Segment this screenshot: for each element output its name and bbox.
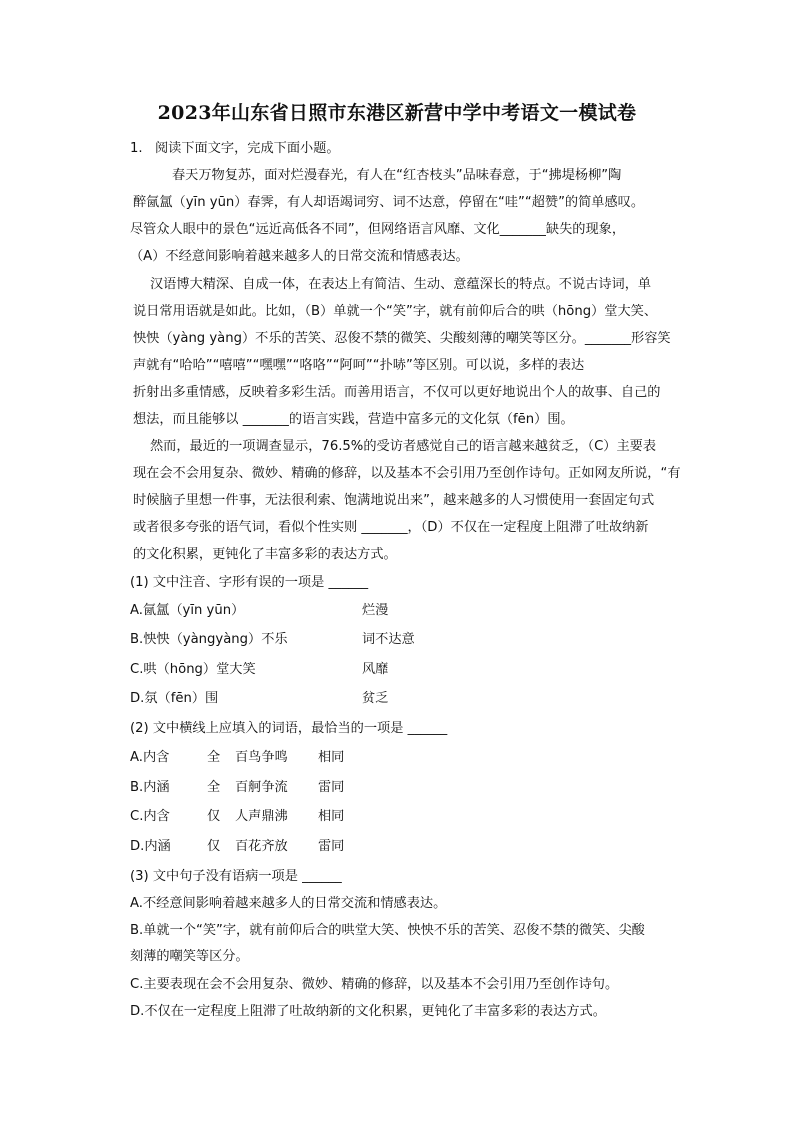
option-word: 风靡: [362, 662, 389, 677]
option-a: B.内涵: [130, 780, 170, 795]
option-sentence: C.主要表现在会不会用复杂、微妙、精确的修辞，以及基本不会引用乃至创作诗句。: [130, 977, 619, 992]
question-number: 1.: [130, 141, 143, 156]
option-d: 相同: [318, 750, 345, 765]
option-b: 仅: [207, 839, 221, 854]
subquestion-2-stem: (2) 文中横线上应填入的词语，最恰当的一项是 ______: [130, 721, 448, 736]
passage-line: 醉氤氲（yīn yūn）春霁，有人却语竭词穷、词不达意，停留在“哇”“超赞”的简单感叹。: [133, 195, 645, 210]
passage-line: 的文化积累，更钝化了丰富多彩的表达方式。: [133, 547, 397, 562]
subquestion-1-stem: (1) 文中注音、字形有误的一项是 ______: [130, 575, 369, 590]
option-d: 雷同: [318, 839, 345, 854]
question-instruction: 阅读下面文字，完成下面小题。: [155, 141, 340, 156]
passage-line: 想法，而且能够以 _______的语言实践，营造中富多元的文化氛（fēn）围。: [133, 412, 574, 427]
passage-line: 说日常用语就是如此。比如，（B）单就一个“笑”字，就有前仰后合的哄（hōng）堂大笑、: [133, 304, 658, 319]
option-sentence: 刻薄的嘲笑等区分。: [130, 949, 249, 964]
option-d: 雷同: [318, 780, 345, 795]
option-label: C.哄（hōng）堂大笑: [130, 662, 256, 677]
option-b: 全: [207, 750, 221, 765]
subquestion-3-stem: (3) 文中句子没有语病一项是 ______: [130, 869, 342, 884]
passage-line: 汉语博大精深、自成一体，在表达上有简洁、生动、意蕴深长的特点。不说古诗词，单: [150, 277, 652, 292]
option-word: 烂漫: [362, 603, 389, 618]
option-word: 贫乏: [362, 691, 389, 706]
passage-line: 折射出多重情感，反映着多彩生活。而善用语言，不仅可以更好地说出个人的故事、自己的: [133, 385, 661, 400]
option-b: 全: [207, 780, 221, 795]
option-label: A.氤氲（yīn yūn）: [130, 603, 245, 618]
passage-line: （A）不经意间影响着越来越多人的日常交流和情感表达。: [130, 249, 469, 264]
passage-line: 声就有“哈哈”“嘻嘻”“嘿嘿”“咯咯”“阿呵”“扑哧”等区别。可以说，多样的表达: [133, 358, 585, 373]
option-c: 百鸟争鸣: [235, 750, 288, 765]
passage-line: 怏怏（yàng yàng）不乐的苦笑、忍俊不禁的微笑、尖酸刻薄的嘲笑等区分。_______形容笑: [133, 331, 671, 346]
option-c: 百花齐放: [235, 839, 288, 854]
option-sentence: D.不仅在一定程度上阻滞了吐故纳新的文化积累，更钝化了丰富多彩的表达方式。: [130, 1004, 606, 1019]
option-label: B.怏怏（yàngyàng）不乐: [130, 632, 288, 647]
option-sentence: B.单就一个“笑”字，就有前仰后合的哄堂大笑、怏怏不乐的苦笑、忍俊不禁的微笑、尖酸: [130, 923, 645, 938]
option-word: 词不达意: [362, 632, 415, 647]
option-a: A.内含: [130, 750, 170, 765]
option-sentence: A.不经意间影响着越来越多人的日常交流和情感表达。: [130, 896, 447, 911]
option-c: 人声鼎沸: [235, 809, 288, 824]
option-a: C.内含: [130, 809, 170, 824]
passage-line: 现在会不会用复杂、微妙、精确的修辞，以及基本不会引用乃至创作诗句。正如网友所说，“有: [133, 466, 681, 481]
option-label: D.氛（fēn）围: [130, 691, 219, 706]
passage-line: 尽管众人眼中的景色“远近高低各不同”，但网络语言风靡、文化_______缺失的现象，: [130, 222, 626, 237]
option-d: 相同: [318, 809, 345, 824]
page-title: 2023年山东省日照市东港区新营中学中考语文一模试卷: [157, 102, 637, 124]
passage-line: 春天万物复苏，面对烂漫春光，有人在“红杏枝头”品味春意，于“拂堤杨柳”陶: [172, 168, 622, 183]
passage-line: 时候脑子里想一件事，无法很利索、饱满地说出来”，越来越多的人习惯使用一套固定句式: [133, 493, 655, 508]
option-c: 百舸争流: [235, 780, 288, 795]
passage-line: 或者很多夸张的语气词，看似个性实则 _______，（D）不仅在一定程度上阻滞了吐故纳新: [133, 520, 649, 535]
passage-line: 然而，最近的一项调查显示，76.5%的受访者感觉自己的语言越来越贫乏，（C）主要表: [150, 439, 657, 454]
option-b: 仅: [207, 809, 221, 824]
option-a: D.内涵: [130, 839, 171, 854]
